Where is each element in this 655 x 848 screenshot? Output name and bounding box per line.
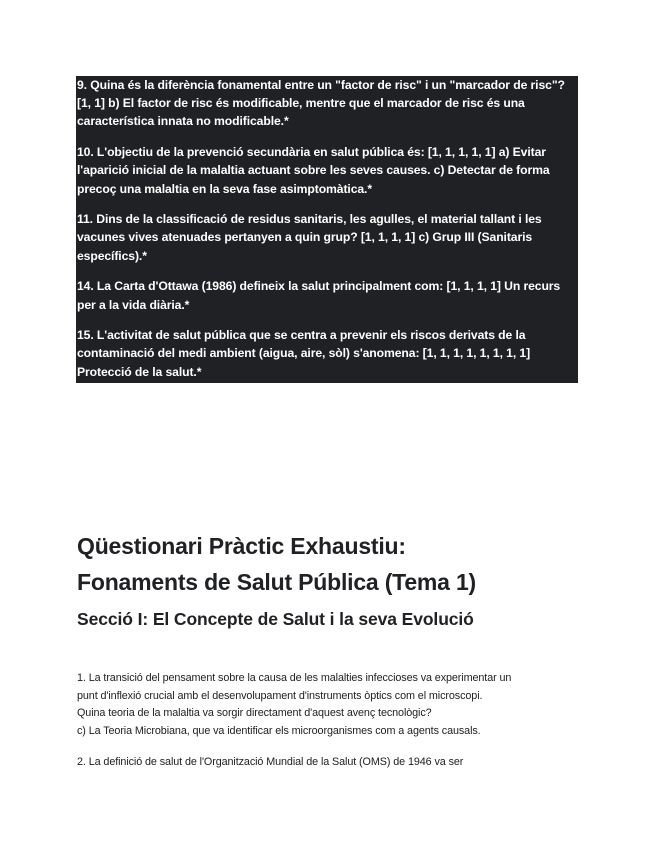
highlighted-answers-block [76, 76, 578, 383]
question-11-answer: 11. Dins de la classificació de residus sanitaris, les agulles, el material tallant i les vacunes vives atenuades pertanyen a quin grup? [1, 1, 1, 1] c) Grup III (Sanitaris específics).* [77, 212, 542, 263]
paragraph-line: 2. La definició de salut de l'Organització Mundial de la Salut (OMS) de 1946 va ser [77, 756, 464, 768]
question-15-answer: 15. L'activitat de salut pública que se centra a prevenir els riscos derivats de la contaminació del medi ambient (aigua, aire, sòl) s'anomena: [1, 1, 1, 1, 1, 1, 1, 1] Protecció de la salut.* [77, 328, 531, 379]
paragraph-line: punt d'inflexió crucial amb el desenvolupament d'instruments òptics com el microscopi. [77, 689, 483, 702]
question-9-answer: 9. Quina és la diferència fonamental entre un "factor de risc" i un "marcador de risc"? [1, 1] b) El factor de risc és modificable, mentre que el marcador de risc és una característica innata no modificable.* [77, 78, 565, 129]
document-title-line-1: Qüestionari Pràctic Exhaustiu: [77, 533, 406, 559]
document-title [77, 528, 597, 600]
section-heading: Secció I: El Concepte de Salut i la seva Evolució [77, 609, 474, 629]
document-title-line-2: Fonaments de Salut Pública (Tema 1) [77, 569, 476, 595]
question-10-answer: 10. L'objectiu de la prevenció secundària en salut pública és: [1, 1, 1, 1, 1] a) Evitar l'aparició inicial de la malaltia actuant sobre les seves causes. c) Detectar de forma precoç una malaltia en la seva fase asimptomàtica.* [77, 145, 550, 196]
paragraph-line: 1. La transició del pensament sobre la causa de les malalties infeccioses va experimentar un [77, 672, 512, 684]
question-1-paragraph [77, 670, 582, 740]
question-2-paragraph [77, 754, 582, 772]
paragraph-line: Quina teoria de la malaltia va sorgir directament d'aquest avenç tecnològic? [77, 707, 432, 719]
question-14-answer: 14. La Carta d'Ottawa (1986) defineix la salut principalment com: [1, 1, 1, 1] Un recurs per a la vida diària.* [77, 279, 561, 312]
paragraph-line: c) La Teoria Microbiana, que va identificar els microorganismes com a agents causals. [77, 724, 481, 737]
